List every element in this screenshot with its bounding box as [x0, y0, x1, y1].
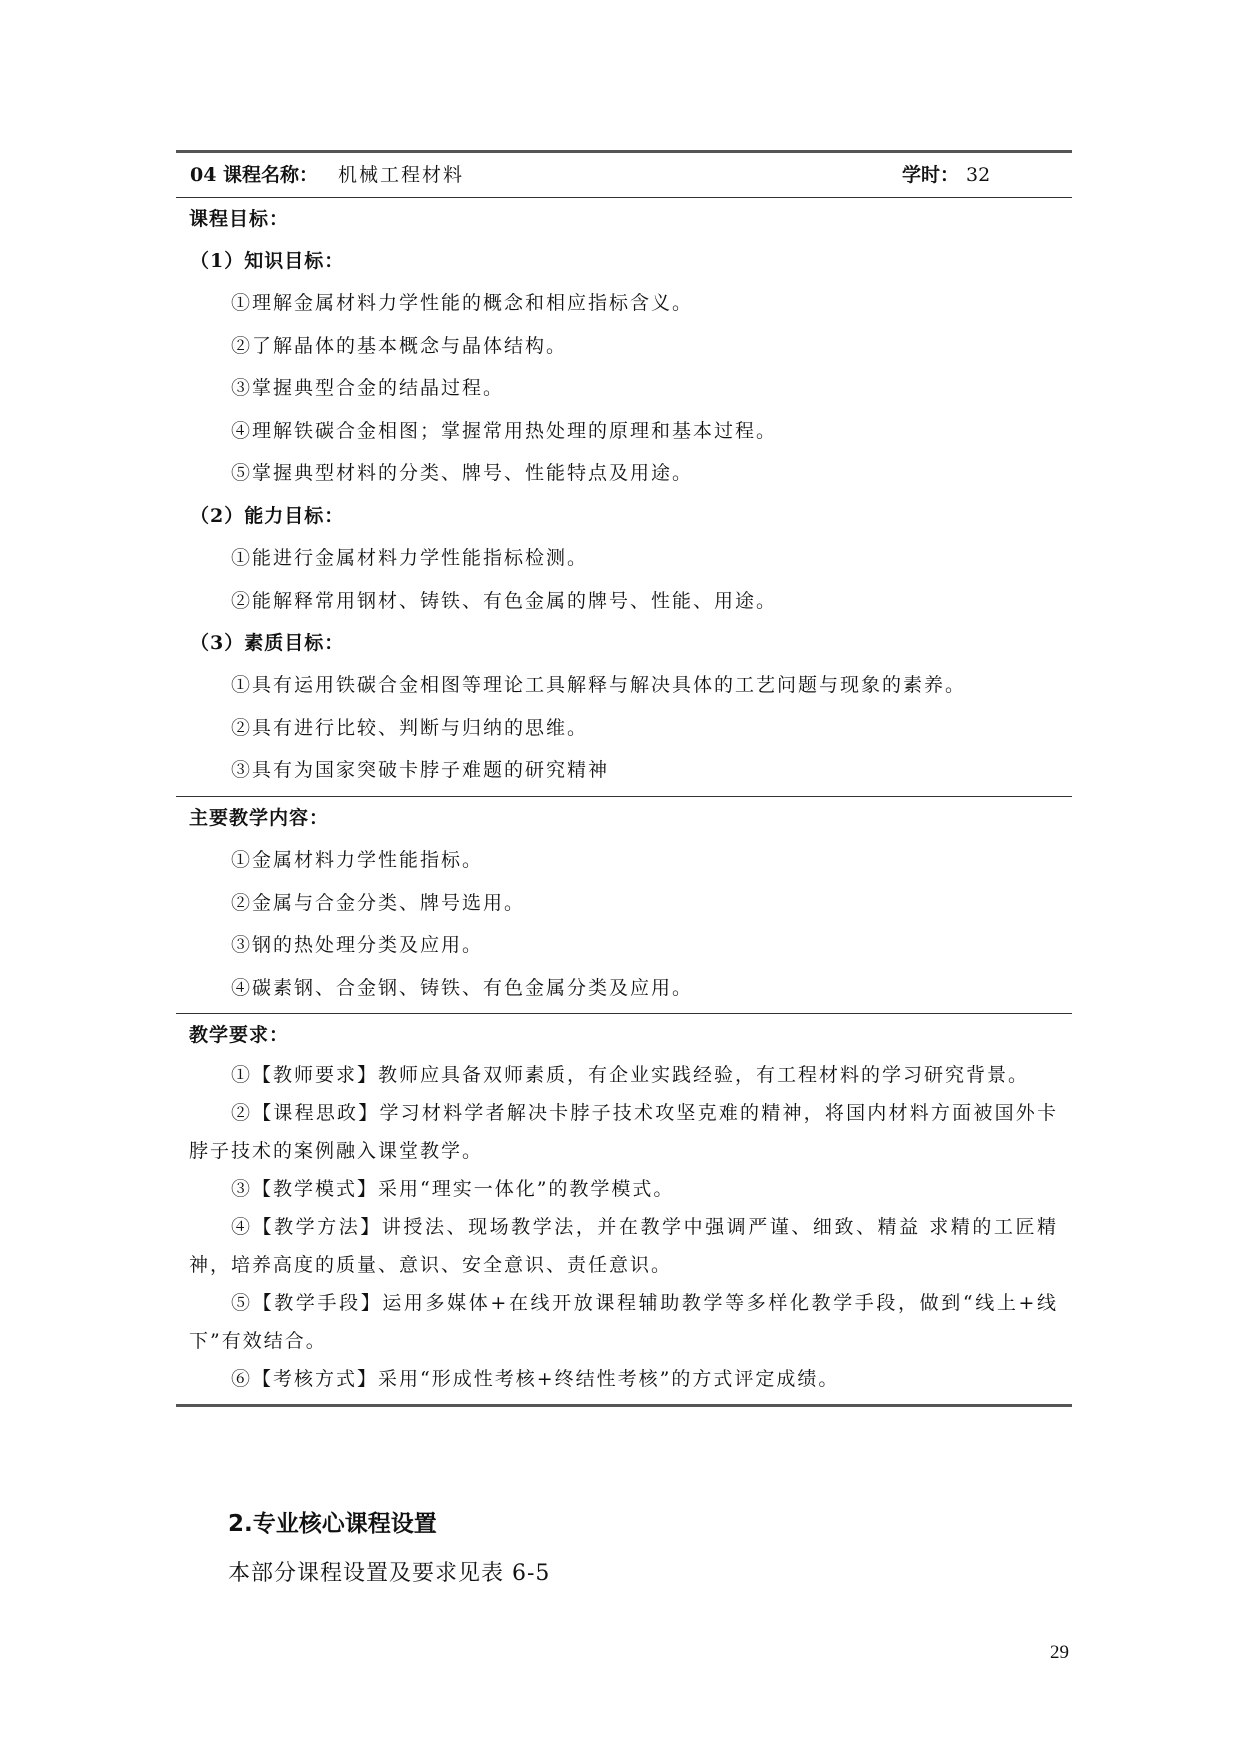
content-item: ②金属与合金分类、牌号选用。	[231, 891, 526, 914]
section-heading: 2.专业核心课程设置	[228, 1511, 437, 1537]
section-body-text: 本部分课程设置及要求见表 6-5	[228, 1561, 551, 1586]
knowledge-item: ②了解晶体的基本概念与晶体结构。	[231, 334, 568, 357]
quality-item: ①具有运用铁碳合金相图等理论工具解释与解决具体的工艺问题与现象的素养。	[231, 674, 967, 697]
knowledge-item: ⑤掌握典型材料的分类、牌号、性能特点及用途。	[231, 462, 694, 485]
knowledge-item: ①理解金属材料力学性能的概念和相应指标含义。	[231, 292, 694, 314]
requirement-paragraph: ④【教学方法】讲授法、现场教学法，并在教学中强调严谨、细致、精益 求精的工匠精神，培养高度的质量、意识、安全意识、责任意识。	[189, 1216, 1058, 1277]
objectives-title: 课程目标：	[189, 208, 290, 230]
requirements-title: 教学要求：	[189, 1024, 290, 1047]
content-item: ④碳素钢、合金钢、铸铁、有色金属分类及应用。	[231, 976, 694, 999]
content-title: 主要教学内容：	[189, 806, 330, 829]
requirement-paragraph: ③【教学模式】采用“理实一体化”的教学模式。	[231, 1178, 675, 1201]
course-header-row	[176, 153, 1072, 198]
content-item: ①金属材料力学性能指标。	[231, 848, 484, 871]
objectives-section	[176, 198, 1072, 797]
requirements-section	[176, 1014, 1072, 1404]
course-hours-label: 学时：	[902, 164, 960, 186]
course-table	[176, 150, 1072, 1407]
ability-objectives-title: （2）能力目标：	[190, 504, 345, 527]
knowledge-item: ④理解铁碳合金相图；掌握常用热处理的原理和基本过程。	[231, 419, 778, 442]
page-number: 29	[1050, 1642, 1069, 1663]
knowledge-objectives-title: （1）知识目标：	[190, 250, 345, 272]
course-code-label: 04 课程名称：	[190, 164, 319, 186]
course-name: 机械工程材料	[338, 164, 465, 186]
requirement-paragraph: ②【课程思政】学习材料学者解决卡脖子技术攻坚克难的精神，将国内材料方面被国外卡脖子技术的案例融入课堂教学。	[189, 1102, 1058, 1163]
requirement-paragraph: ①【教师要求】教师应具备双师素质，有企业实践经验，有工程材料的学习研究背景。	[231, 1064, 1030, 1087]
requirement-paragraph: ⑥【考核方式】采用“形成性考核+终结性考核”的方式评定成绩。	[231, 1368, 840, 1391]
quality-item: ②具有进行比较、判断与归纳的思维。	[231, 716, 589, 739]
requirement-paragraph: ⑤【教学手段】运用多媒体+在线开放课程辅助教学等多样化教学手段，做到“线上+线下”有效结合。	[189, 1292, 1058, 1353]
quality-item: ③具有为国家突破卡脖子难题的研究精神	[231, 759, 610, 782]
quality-objectives-title: （3）素质目标：	[190, 632, 345, 655]
knowledge-item: ③掌握典型合金的结晶过程。	[231, 377, 505, 400]
ability-item: ①能进行金属材料力学性能指标检测。	[231, 546, 589, 569]
content-section	[176, 797, 1072, 1014]
content-item: ③钢的热处理分类及应用。	[231, 934, 484, 957]
course-hours-value: 32	[966, 164, 991, 186]
ability-item: ②能解释常用钢材、铸铁、有色金属的牌号、性能、用途。	[231, 589, 778, 612]
